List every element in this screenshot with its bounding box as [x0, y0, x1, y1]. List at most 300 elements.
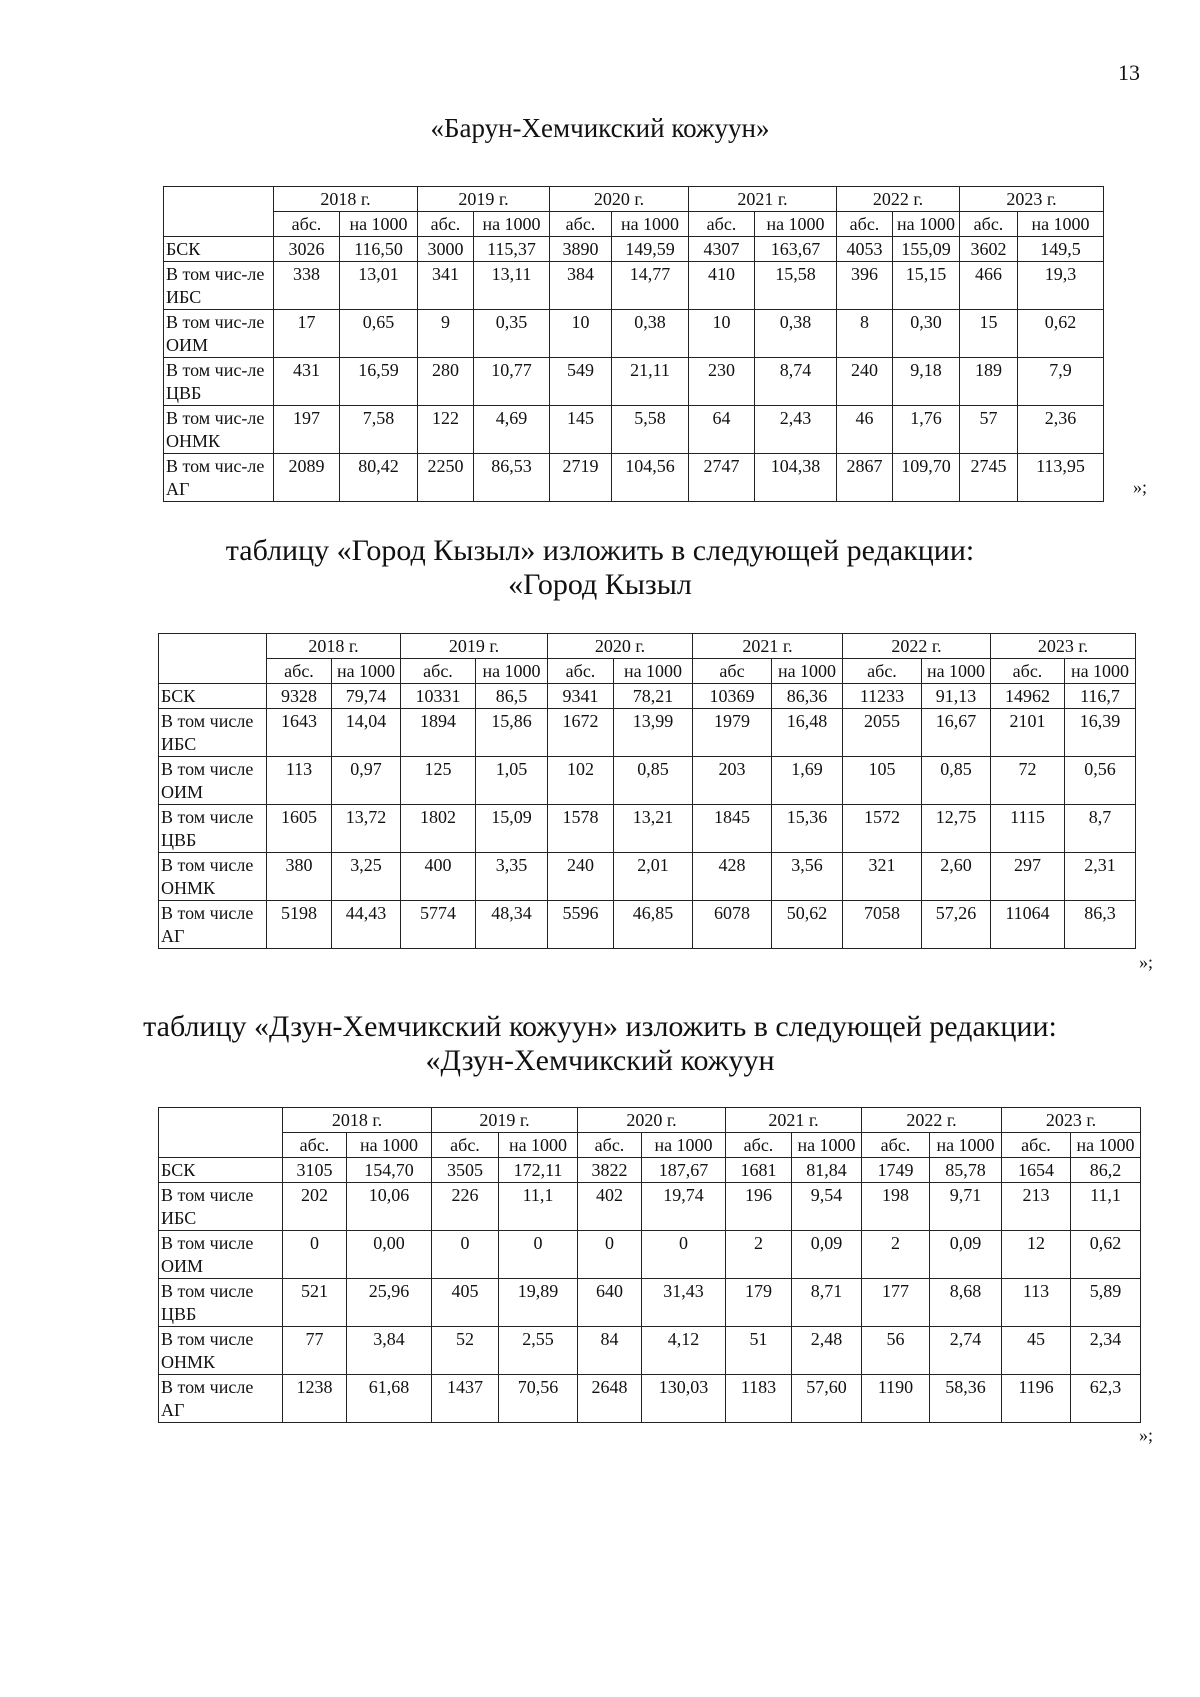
subheader-cell: на 1000	[755, 212, 837, 237]
value-cell: 4053	[837, 237, 893, 262]
value-cell: 78,21	[614, 684, 693, 709]
value-cell: 5,58	[612, 406, 689, 454]
value-cell: 240	[548, 853, 614, 901]
table-row	[159, 805, 1136, 853]
table-row	[164, 406, 1104, 454]
value-cell: 177	[862, 1279, 930, 1327]
value-cell: 8	[837, 310, 893, 358]
value-cell: 7,9	[1018, 358, 1104, 406]
value-cell: 3026	[274, 237, 340, 262]
value-cell: 116,50	[340, 237, 418, 262]
table-1-closing: »;	[1133, 477, 1148, 497]
subheader-cell: на 1000	[1018, 212, 1104, 237]
value-cell: 86,2	[1071, 1158, 1141, 1183]
value-cell: 85,78	[930, 1158, 1002, 1183]
year-header-row	[159, 634, 1136, 659]
value-cell: 3105	[283, 1158, 347, 1183]
value-cell: 116,7	[1065, 684, 1136, 709]
value-cell: 51	[726, 1327, 792, 1375]
value-cell: 1,76	[893, 406, 960, 454]
value-cell: 189	[960, 358, 1018, 406]
year-header: 2022 г.	[837, 187, 960, 212]
table-row	[159, 684, 1136, 709]
subheader-cell: абс.	[578, 1133, 642, 1158]
value-cell: 3890	[550, 237, 612, 262]
value-cell: 13,21	[614, 805, 693, 853]
subheader-cell: абс.	[267, 659, 332, 684]
value-cell: 13,99	[614, 709, 693, 757]
subheader-row	[164, 212, 1104, 237]
subheader-cell: абс.	[689, 212, 755, 237]
value-cell: 1196	[1002, 1375, 1071, 1423]
year-header: 2022 г.	[862, 1108, 1002, 1133]
value-cell: 9,71	[930, 1183, 1002, 1231]
value-cell: 14962	[991, 684, 1065, 709]
value-cell: 0,97	[332, 757, 401, 805]
value-cell: 6078	[693, 901, 772, 949]
table-row	[164, 358, 1104, 406]
value-cell: 341	[418, 262, 474, 310]
value-cell: 1572	[843, 805, 922, 853]
value-cell: 1979	[693, 709, 772, 757]
row-label: БСК	[159, 684, 267, 709]
value-cell: 0	[283, 1231, 347, 1279]
table-row	[164, 237, 1104, 262]
value-cell: 104,38	[755, 454, 837, 502]
value-cell: 179	[726, 1279, 792, 1327]
value-cell: 1749	[862, 1158, 930, 1183]
value-cell: 2089	[274, 454, 340, 502]
year-header: 2019 г.	[418, 187, 550, 212]
value-cell: 3,35	[476, 853, 548, 901]
subheader-cell: на 1000	[922, 659, 991, 684]
row-label: В том числе ИБС	[159, 709, 267, 757]
value-cell: 154,70	[347, 1158, 432, 1183]
value-cell: 1654	[1002, 1158, 1071, 1183]
value-cell: 2,60	[922, 853, 991, 901]
subheader-cell: на 1000	[1065, 659, 1136, 684]
subheader-cell: на 1000	[476, 659, 548, 684]
value-cell: 1238	[283, 1375, 347, 1423]
corner-cell	[159, 1108, 283, 1158]
value-cell: 10	[689, 310, 755, 358]
year-header: 2018 г.	[267, 634, 401, 659]
subheader-cell: абс	[693, 659, 772, 684]
subheader-cell: на 1000	[893, 212, 960, 237]
subheader-cell: на 1000	[642, 1133, 726, 1158]
subheader-cell: на 1000	[347, 1133, 432, 1158]
value-cell: 17	[274, 310, 340, 358]
value-cell: 86,36	[772, 684, 843, 709]
value-cell: 8,68	[930, 1279, 1002, 1327]
value-cell: 8,7	[1065, 805, 1136, 853]
value-cell: 0,56	[1065, 757, 1136, 805]
value-cell: 213	[1002, 1183, 1071, 1231]
year-header: 2023 г.	[991, 634, 1136, 659]
value-cell: 1845	[693, 805, 772, 853]
value-cell: 2,31	[1065, 853, 1136, 901]
table-2-title: «Город Кызыл	[508, 568, 692, 601]
table-2	[158, 633, 1136, 949]
value-cell: 15,09	[476, 805, 548, 853]
value-cell: 3,25	[332, 853, 401, 901]
value-cell: 13,01	[340, 262, 418, 310]
value-cell: 9328	[267, 684, 332, 709]
row-label: В том чис-ле ОНМК	[164, 406, 274, 454]
row-label: В том числе ЦВБ	[159, 1279, 283, 1327]
value-cell: 16,59	[340, 358, 418, 406]
value-cell: 15,36	[772, 805, 843, 853]
value-cell: 0,85	[922, 757, 991, 805]
value-cell: 15,86	[476, 709, 548, 757]
value-cell: 46,85	[614, 901, 693, 949]
subheader-cell: на 1000	[612, 212, 689, 237]
value-cell: 1578	[548, 805, 614, 853]
subheader-cell: абс.	[283, 1133, 347, 1158]
subheader-cell: на 1000	[772, 659, 843, 684]
table-row	[159, 1231, 1141, 1279]
value-cell: 16,67	[922, 709, 991, 757]
value-cell: 46	[837, 406, 893, 454]
value-cell: 79,74	[332, 684, 401, 709]
value-cell: 4,69	[474, 406, 550, 454]
value-cell: 2,55	[499, 1327, 578, 1375]
value-cell: 3822	[578, 1158, 642, 1183]
value-cell: 105	[843, 757, 922, 805]
subheader-cell: абс.	[991, 659, 1065, 684]
value-cell: 396	[837, 262, 893, 310]
value-cell: 197	[274, 406, 340, 454]
table-2-closing: »;	[1139, 952, 1154, 972]
value-cell: 122	[418, 406, 474, 454]
value-cell: 11064	[991, 901, 1065, 949]
value-cell: 80,42	[340, 454, 418, 502]
value-cell: 50,62	[772, 901, 843, 949]
value-cell: 2,36	[1018, 406, 1104, 454]
table-row	[164, 262, 1104, 310]
value-cell: 172,11	[499, 1158, 578, 1183]
value-cell: 5774	[401, 901, 476, 949]
value-cell: 1802	[401, 805, 476, 853]
subheader-cell: абс.	[726, 1133, 792, 1158]
value-cell: 14,04	[332, 709, 401, 757]
row-label: В том чис-ле ИБС	[164, 262, 274, 310]
value-cell: 1643	[267, 709, 332, 757]
year-header: 2018 г.	[283, 1108, 432, 1133]
value-cell: 2,01	[614, 853, 693, 901]
year-header: 2022 г.	[843, 634, 991, 659]
subheader-cell: абс.	[837, 212, 893, 237]
value-cell: 86,3	[1065, 901, 1136, 949]
value-cell: 84	[578, 1327, 642, 1375]
table-3-closing: »;	[1139, 1425, 1154, 1445]
value-cell: 2	[862, 1231, 930, 1279]
row-label: БСК	[164, 237, 274, 262]
value-cell: 11233	[843, 684, 922, 709]
value-cell: 0,85	[614, 757, 693, 805]
value-cell: 1605	[267, 805, 332, 853]
subheader-cell: на 1000	[332, 659, 401, 684]
value-cell: 58,36	[930, 1375, 1002, 1423]
value-cell: 2,34	[1071, 1327, 1141, 1375]
value-cell: 402	[578, 1183, 642, 1231]
row-label: В том числе ИБС	[159, 1183, 283, 1231]
table-1-block	[163, 186, 1104, 502]
table-row	[159, 1158, 1141, 1183]
value-cell: 7058	[843, 901, 922, 949]
subheader-cell: на 1000	[340, 212, 418, 237]
value-cell: 130,03	[642, 1375, 726, 1423]
table-1	[163, 186, 1104, 502]
value-cell: 113	[1002, 1279, 1071, 1327]
subheader-cell: абс.	[960, 212, 1018, 237]
year-header: 2019 г.	[401, 634, 548, 659]
value-cell: 1115	[991, 805, 1065, 853]
subheader-cell: на 1000	[1071, 1133, 1141, 1158]
subheader-cell: абс.	[418, 212, 474, 237]
value-cell: 280	[418, 358, 474, 406]
value-cell: 11,1	[499, 1183, 578, 1231]
value-cell: 45	[1002, 1327, 1071, 1375]
value-cell: 8,74	[755, 358, 837, 406]
corner-cell	[159, 634, 267, 684]
value-cell: 0	[432, 1231, 499, 1279]
subheader-cell: абс.	[274, 212, 340, 237]
value-cell: 3602	[960, 237, 1018, 262]
value-cell: 16,39	[1065, 709, 1136, 757]
value-cell: 2648	[578, 1375, 642, 1423]
value-cell: 14,77	[612, 262, 689, 310]
value-cell: 0	[499, 1231, 578, 1279]
value-cell: 297	[991, 853, 1065, 901]
value-cell: 2250	[418, 454, 474, 502]
value-cell: 125	[401, 757, 476, 805]
value-cell: 202	[283, 1183, 347, 1231]
row-label: В том числе ОНМК	[159, 1327, 283, 1375]
year-header: 2023 г.	[960, 187, 1104, 212]
value-cell: 9,54	[792, 1183, 862, 1231]
value-cell: 640	[578, 1279, 642, 1327]
table-3-intro: таблицу «Дзун-Хемчикский кожуун» изложить в следующей редакции:	[143, 1010, 1057, 1043]
value-cell: 3,84	[347, 1327, 432, 1375]
value-cell: 2,74	[930, 1327, 1002, 1375]
value-cell: 0	[642, 1231, 726, 1279]
value-cell: 5,89	[1071, 1279, 1141, 1327]
value-cell: 0	[578, 1231, 642, 1279]
value-cell: 203	[693, 757, 772, 805]
value-cell: 102	[548, 757, 614, 805]
row-label: В том чис-ле АГ	[164, 454, 274, 502]
subheader-cell: на 1000	[499, 1133, 578, 1158]
value-cell: 19,89	[499, 1279, 578, 1327]
row-label: В том числе АГ	[159, 901, 267, 949]
value-cell: 521	[283, 1279, 347, 1327]
value-cell: 62,3	[1071, 1375, 1141, 1423]
value-cell: 10,06	[347, 1183, 432, 1231]
table-1-title: «Барун-Хемчикский кожуун»	[430, 113, 770, 143]
value-cell: 3,56	[772, 853, 843, 901]
value-cell: 0,35	[474, 310, 550, 358]
value-cell: 3505	[432, 1158, 499, 1183]
year-header: 2018 г.	[274, 187, 418, 212]
value-cell: 1,05	[476, 757, 548, 805]
value-cell: 0,62	[1071, 1231, 1141, 1279]
subheader-row	[159, 1133, 1141, 1158]
value-cell: 11,1	[1071, 1183, 1141, 1231]
value-cell: 321	[843, 853, 922, 901]
page-number: 13	[1118, 60, 1140, 85]
subheader-cell: абс.	[862, 1133, 930, 1158]
value-cell: 8,71	[792, 1279, 862, 1327]
value-cell: 1190	[862, 1375, 930, 1423]
value-cell: 163,67	[755, 237, 837, 262]
year-header-row	[164, 187, 1104, 212]
row-label: В том чис-ле ОИМ	[164, 310, 274, 358]
table-3-block	[158, 1107, 1141, 1423]
subheader-cell: на 1000	[930, 1133, 1002, 1158]
value-cell: 2745	[960, 454, 1018, 502]
value-cell: 70,56	[499, 1375, 578, 1423]
value-cell: 10369	[693, 684, 772, 709]
value-cell: 149,5	[1018, 237, 1104, 262]
row-label: В том числе АГ	[159, 1375, 283, 1423]
row-label: В том числе ОИМ	[159, 1231, 283, 1279]
value-cell: 9	[418, 310, 474, 358]
value-cell: 10331	[401, 684, 476, 709]
year-header-row	[159, 1108, 1141, 1133]
value-cell: 48,34	[476, 901, 548, 949]
subheader-cell: абс.	[548, 659, 614, 684]
value-cell: 86,5	[476, 684, 548, 709]
value-cell: 10,77	[474, 358, 550, 406]
value-cell: 2867	[837, 454, 893, 502]
year-header: 2021 г.	[693, 634, 843, 659]
value-cell: 5198	[267, 901, 332, 949]
table-2-intro: таблицу «Город Кызыл» изложить в следующей редакции:	[225, 534, 975, 567]
table-row	[164, 454, 1104, 502]
table-2-block	[158, 633, 1136, 949]
value-cell: 0,30	[893, 310, 960, 358]
value-cell: 16,48	[772, 709, 843, 757]
value-cell: 7,58	[340, 406, 418, 454]
value-cell: 466	[960, 262, 1018, 310]
value-cell: 2101	[991, 709, 1065, 757]
value-cell: 61,68	[347, 1375, 432, 1423]
value-cell: 113	[267, 757, 332, 805]
year-header: 2019 г.	[432, 1108, 578, 1133]
subheader-cell: абс.	[550, 212, 612, 237]
value-cell: 1672	[548, 709, 614, 757]
table-row	[159, 1327, 1141, 1375]
value-cell: 52	[432, 1327, 499, 1375]
value-cell: 240	[837, 358, 893, 406]
corner-cell	[164, 187, 274, 237]
value-cell: 15	[960, 310, 1018, 358]
table-row	[164, 310, 1104, 358]
value-cell: 104,56	[612, 454, 689, 502]
row-label: В том числе ЦВБ	[159, 805, 267, 853]
value-cell: 64	[689, 406, 755, 454]
value-cell: 0,38	[755, 310, 837, 358]
table-row	[159, 1375, 1141, 1423]
value-cell: 226	[432, 1183, 499, 1231]
table-row	[159, 1279, 1141, 1327]
row-label: БСК	[159, 1158, 283, 1183]
value-cell: 431	[274, 358, 340, 406]
value-cell: 0,09	[792, 1231, 862, 1279]
value-cell: 384	[550, 262, 612, 310]
value-cell: 549	[550, 358, 612, 406]
value-cell: 115,37	[474, 237, 550, 262]
table-row	[159, 1183, 1141, 1231]
table-3	[158, 1107, 1141, 1423]
value-cell: 19,74	[642, 1183, 726, 1231]
value-cell: 405	[432, 1279, 499, 1327]
value-cell: 1183	[726, 1375, 792, 1423]
value-cell: 3000	[418, 237, 474, 262]
value-cell: 109,70	[893, 454, 960, 502]
subheader-row	[159, 659, 1136, 684]
value-cell: 428	[693, 853, 772, 901]
value-cell: 57,26	[922, 901, 991, 949]
value-cell: 230	[689, 358, 755, 406]
value-cell: 13,11	[474, 262, 550, 310]
year-header: 2020 г.	[578, 1108, 726, 1133]
subheader-cell: абс.	[432, 1133, 499, 1158]
value-cell: 410	[689, 262, 755, 310]
value-cell: 72	[991, 757, 1065, 805]
value-cell: 187,67	[642, 1158, 726, 1183]
value-cell: 0,65	[340, 310, 418, 358]
value-cell: 77	[283, 1327, 347, 1375]
value-cell: 113,95	[1018, 454, 1104, 502]
value-cell: 0,38	[612, 310, 689, 358]
value-cell: 9,18	[893, 358, 960, 406]
table-row	[159, 901, 1136, 949]
table-row	[159, 709, 1136, 757]
row-label: В том числе ОНМК	[159, 853, 267, 901]
subheader-cell: абс.	[401, 659, 476, 684]
value-cell: 2	[726, 1231, 792, 1279]
value-cell: 2055	[843, 709, 922, 757]
year-header: 2021 г.	[689, 187, 837, 212]
value-cell: 81,84	[792, 1158, 862, 1183]
subheader-cell: абс.	[1002, 1133, 1071, 1158]
value-cell: 0,62	[1018, 310, 1104, 358]
value-cell: 57	[960, 406, 1018, 454]
subheader-cell: абс.	[843, 659, 922, 684]
value-cell: 15,15	[893, 262, 960, 310]
subheader-cell: на 1000	[614, 659, 693, 684]
value-cell: 4307	[689, 237, 755, 262]
value-cell: 44,43	[332, 901, 401, 949]
year-header: 2023 г.	[1002, 1108, 1141, 1133]
value-cell: 4,12	[642, 1327, 726, 1375]
row-label: В том числе ОИМ	[159, 757, 267, 805]
value-cell: 380	[267, 853, 332, 901]
year-header: 2020 г.	[548, 634, 693, 659]
value-cell: 2,48	[792, 1327, 862, 1375]
value-cell: 338	[274, 262, 340, 310]
value-cell: 56	[862, 1327, 930, 1375]
year-header: 2020 г.	[550, 187, 689, 212]
value-cell: 12,75	[922, 805, 991, 853]
value-cell: 31,43	[642, 1279, 726, 1327]
subheader-cell: на 1000	[474, 212, 550, 237]
year-header: 2021 г.	[726, 1108, 862, 1133]
value-cell: 400	[401, 853, 476, 901]
value-cell: 25,96	[347, 1279, 432, 1327]
